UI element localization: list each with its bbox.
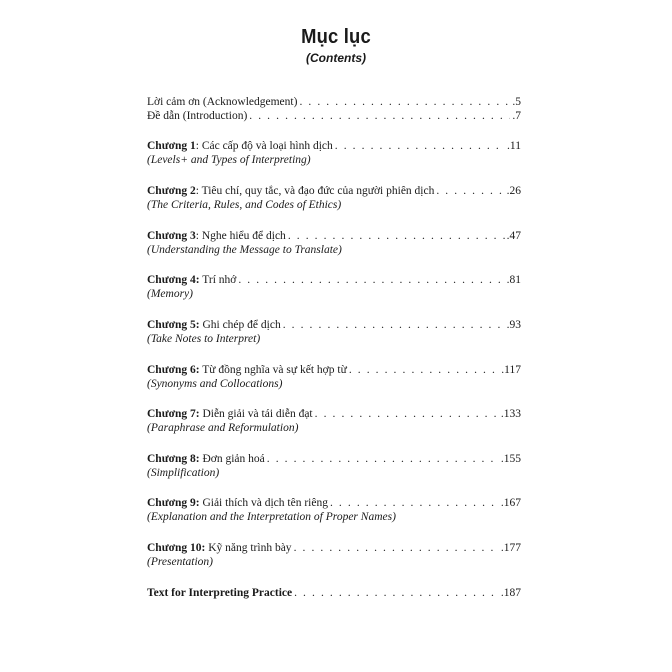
chapter-title: : Tiêu chí, quy tắc, và đạo đức của người phiên dịch [195, 185, 435, 197]
chapter-title: Từ đồng nghĩa và sự kết hợp từ [199, 364, 347, 376]
toc-entry-chapter-9[interactable] [147, 496, 521, 525]
chapter-number: Chương 2 [147, 185, 196, 197]
toc-entry-acknowledgement[interactable] [147, 95, 521, 109]
chapter-english-title: (Explanation and the Interpretation of Proper Names) [147, 511, 396, 523]
chapter-number: Chương 9: [147, 497, 200, 509]
toc-entry-label: Text for Interpreting Practice [147, 587, 293, 599]
dot-leader [335, 139, 505, 153]
chapter-english-title: (Presentation) [147, 556, 214, 568]
chapter-title: Đơn giản hoá [199, 453, 265, 465]
chapter-english-title: (Synonyms and Collocations) [147, 378, 283, 390]
dot-leader [294, 541, 499, 555]
page-subtitle: (Contents) [306, 51, 366, 65]
chapter-english-title: (The Criteria, Rules, and Codes of Ethics) [147, 199, 342, 211]
toc-entry-chapter-3[interactable] [147, 229, 521, 258]
dot-leader [294, 586, 499, 600]
dot-leader [267, 452, 499, 466]
page-title: Mục lục [301, 26, 371, 48]
chapter-number: Chương 3 [147, 230, 196, 242]
chapter-english-title: (Levels+ and Types of Interpreting) [147, 154, 311, 166]
toc-page-number: .11 [507, 140, 521, 152]
toc-page-number: .133 [500, 408, 521, 420]
toc-page-number: .155 [500, 453, 521, 465]
chapter-number: Chương 10: [147, 542, 206, 554]
toc-entry-chapter-7[interactable] [147, 407, 521, 436]
dot-leader [249, 109, 510, 123]
chapter-english-title: (Memory) [147, 288, 193, 300]
toc-page-number: .187 [500, 587, 521, 599]
dot-leader [283, 318, 505, 332]
chapter-english-title: (Paraphrase and Reformulation) [147, 422, 299, 434]
toc-page-number: .81 [506, 274, 521, 286]
chapter-english-title: (Understanding the Message to Translate) [147, 244, 342, 256]
toc-entry-chapter-6[interactable] [147, 363, 521, 392]
chapter-number: Chương 6: [147, 364, 200, 376]
toc-entry-chapter-4[interactable] [147, 273, 521, 302]
dot-leader [288, 229, 505, 243]
chapter-title: Ghi chép để dịch [199, 319, 281, 331]
dot-leader [349, 363, 499, 377]
toc-page-number: .93 [506, 319, 521, 331]
chapter-title: Kỹ năng trình bày [205, 542, 292, 554]
chapter-title: : Nghe hiểu để dịch [195, 230, 286, 242]
chapter-number: Chương 7: [147, 408, 200, 420]
chapter-title: Diễn giải và tái diễn đạt [199, 408, 313, 420]
chapter-number: Chương 1 [147, 140, 196, 152]
toc-entry-chapter-1[interactable] [147, 139, 521, 168]
toc-entry-chapter-2[interactable] [147, 184, 521, 213]
chapter-number: Chương 8: [147, 453, 200, 465]
dot-leader [436, 184, 504, 198]
toc-page-number: .47 [506, 230, 521, 242]
toc-entry-label: Lời cảm ơn (Acknowledgement) [147, 96, 298, 108]
toc-entry-introduction[interactable] [147, 109, 521, 123]
toc-entry-chapter-10[interactable] [147, 541, 521, 570]
chapter-number: Chương 5: [147, 319, 200, 331]
dot-leader [330, 496, 499, 510]
toc-entry-label: Đề dẫn (Introduction) [147, 110, 248, 122]
chapter-title: Giải thích và dịch tên riêng [199, 497, 328, 509]
dot-leader [315, 407, 499, 421]
toc-page-number: .167 [500, 497, 521, 509]
toc-page-number: .26 [506, 185, 521, 197]
toc-page-number: .7 [512, 110, 521, 122]
chapter-number: Chương 4: [147, 274, 200, 286]
toc-entry-chapter-8[interactable] [147, 452, 521, 481]
chapter-english-title: (Simplification) [147, 467, 220, 479]
chapter-title: : Các cấp độ và loại hình dịch [195, 140, 333, 152]
toc-page-number: .5 [512, 96, 521, 108]
dot-leader [299, 95, 510, 109]
toc-page-number: .177 [500, 542, 521, 554]
chapter-english-title: (Take Notes to Interpret) [147, 333, 261, 345]
toc-entry-chapter-5[interactable] [147, 318, 521, 347]
chapter-title: Trí nhớ [199, 274, 237, 286]
dot-leader [238, 273, 504, 287]
toc-entry-interpreting-practice[interactable] [147, 586, 521, 600]
toc-page-number: .117 [501, 364, 521, 376]
